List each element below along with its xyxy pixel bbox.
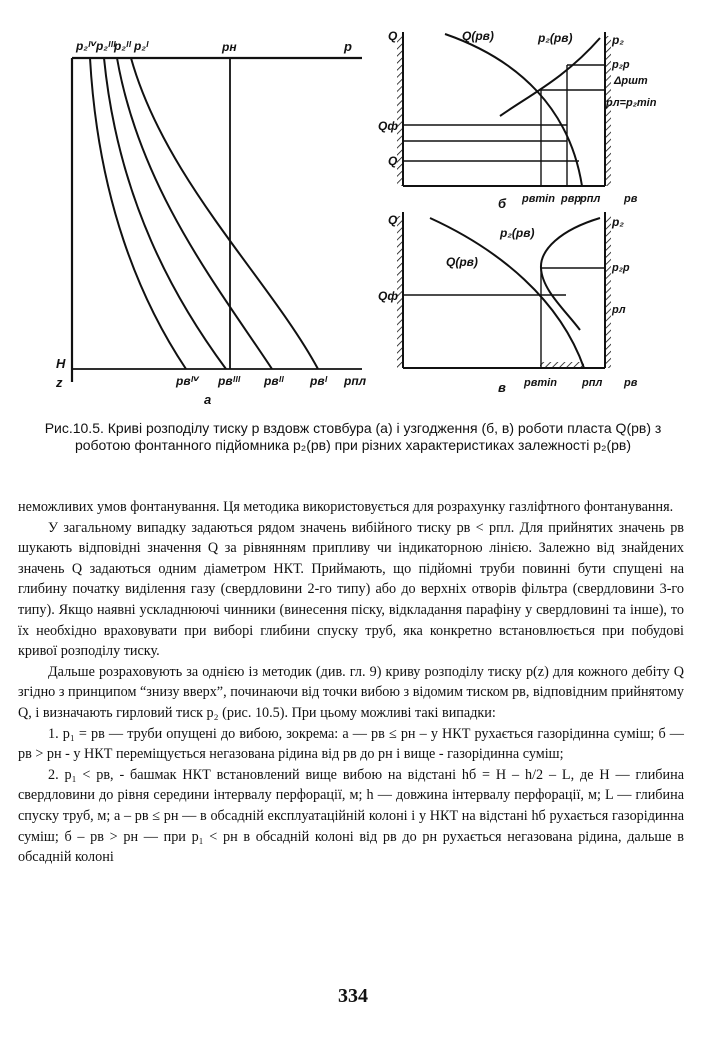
label-c-Qf: Qф bbox=[378, 289, 398, 303]
label-c-Q-pb: Q(pв) bbox=[446, 255, 478, 269]
body-text bbox=[18, 497, 684, 868]
page-number: 334 bbox=[338, 985, 368, 1007]
label-b-pl: pл=p₂min bbox=[606, 97, 657, 109]
label-b-pbr: pвр bbox=[561, 193, 582, 205]
label-b-Qf: Qф bbox=[378, 119, 398, 133]
label-b-p2r: p₂р bbox=[612, 59, 630, 71]
label-c-p2-pb: p₂(pв) bbox=[500, 226, 535, 240]
label-pn: pн bbox=[222, 40, 237, 54]
paragraph: 1. p₁ = pв — труби опущені до вибою, зокрема: а — pв ≤ pн – у НКТ рухається газорідинна суміш; б — pв > pн - у НКТ переміщується негазована рідина від pв до pн і вище - газорідинна суміш; bbox=[18, 725, 684, 763]
label-c-pb: pв bbox=[624, 377, 638, 389]
panel-a-letter: а bbox=[204, 392, 212, 407]
label-c-ppl: pпл bbox=[582, 377, 603, 389]
label-b-Q: Q bbox=[388, 29, 398, 43]
label-b-p2: p₂ bbox=[612, 33, 624, 47]
paragraph: Дальше розраховують за однією із методик (див. гл. 9) криву розподілу тиску p(z) для кожного дебіту Q згідно з принципом “знизу вверх”, починаючи від точки вибою з відомим тиском pв, відповідним прийнятому Q, і визначають гирловий тиск p₂ (рис. 10.5). При цьому можливі такі випадки: bbox=[18, 663, 684, 721]
figure-10-5 bbox=[0, 0, 706, 420]
label-b-p2-pb: p₂(pв) bbox=[538, 31, 573, 45]
label-c-pbmin: pвmin bbox=[524, 377, 557, 389]
label-b-pb: pв bbox=[624, 193, 638, 205]
label-c-p2: p₂ bbox=[612, 215, 624, 229]
panel-b bbox=[378, 29, 657, 211]
label-p2-i: p₂ᴵ bbox=[134, 39, 149, 53]
label-ppl: pпл bbox=[344, 374, 367, 388]
label-pb-iii: pвᴵᴵᴵ bbox=[218, 374, 241, 388]
panel-a bbox=[55, 39, 367, 407]
label-c-pl: pл bbox=[612, 304, 626, 316]
paragraph: неможливих умов фонтанування. Ця методика використовується для розрахунку газліфтного фонтанування. bbox=[18, 499, 674, 515]
label-z: z bbox=[56, 375, 63, 390]
label-b-pbmin: pвmin bbox=[522, 193, 555, 205]
label-pb-iv: pвᴵⱽ bbox=[176, 374, 199, 388]
label-p2-ii: p₂ᴵᴵ bbox=[114, 39, 131, 53]
label-b-Q2: Q bbox=[388, 154, 398, 168]
paragraph: 2. p₁ < pв, - башмак НКТ встановлений вище вибою на відстані hб = H – h/2 – L, де H — глибина свердловини до рівня середини інтервалу перфорації, м; h — довжина інтервалу перфорації, м; L — глибина спуску труб, м; а – pв ≤ pн — в обсадній експлуатаційній колоні і у НКТ на відстані hб рухається газорідинна суміш; б – pв > pн — при p₁ < pн в обсадній колоні від pв до pн рухається негазована рідина, дальше в обсадній колоні bbox=[18, 766, 684, 866]
label-b-ppl: pпл bbox=[580, 193, 601, 205]
panel-c bbox=[378, 212, 638, 395]
label-pb-i: pвᴵ bbox=[310, 374, 328, 388]
panel-b-letter: б bbox=[498, 196, 507, 211]
label-p2-iv: p₂ᴵⱽ bbox=[76, 39, 97, 53]
label-p: p bbox=[344, 39, 352, 54]
panel-c-letter: в bbox=[498, 380, 506, 395]
label-c-p2r: p₂р bbox=[612, 262, 630, 274]
label-b-Q-pb: Q(pв) bbox=[462, 29, 494, 43]
label-p2-iii: p₂ᴵᴵᴵ bbox=[96, 39, 116, 53]
label-H: H bbox=[56, 356, 66, 371]
label-pb-ii: pвᴵᴵ bbox=[264, 374, 284, 388]
figure-caption: Рис.10.5. Криві розподілу тиску p вздовж стовбура (а) і узгодження (б, в) роботи пласта Q(pв) з роботою фонтанного підйомника p₂(pв) при різних характеристиках залежності p₂(pв) bbox=[44, 420, 662, 453]
paragraph: У загальному випадку задаються рядом значень вибійного тиску pв < pпл. Для прийнятих значень pв шукають відповідні значення Q за рівнянням припливу чи індикаторною лінією. Залежно від знайдених значень Q задаються одним діаметром НКТ. Приймають, що підйомні труби повинні бути спущені на глибину початку виділення газу (свердловини 2-го типу) або до верхніх отворів фільтра (свердловини 3-го типу). Якщо наявні ускладнюючі чинники (винесення піску, відкладання парафіну у свердловині та інше), то їх необхідно враховувати при виборі глибини спуску труб, яка конкретно встановлюється при побудові кривої розподілу тиску. bbox=[18, 519, 684, 660]
label-c-Q: Q bbox=[388, 213, 398, 227]
label-b-dpsht: Δpшт bbox=[614, 75, 648, 87]
